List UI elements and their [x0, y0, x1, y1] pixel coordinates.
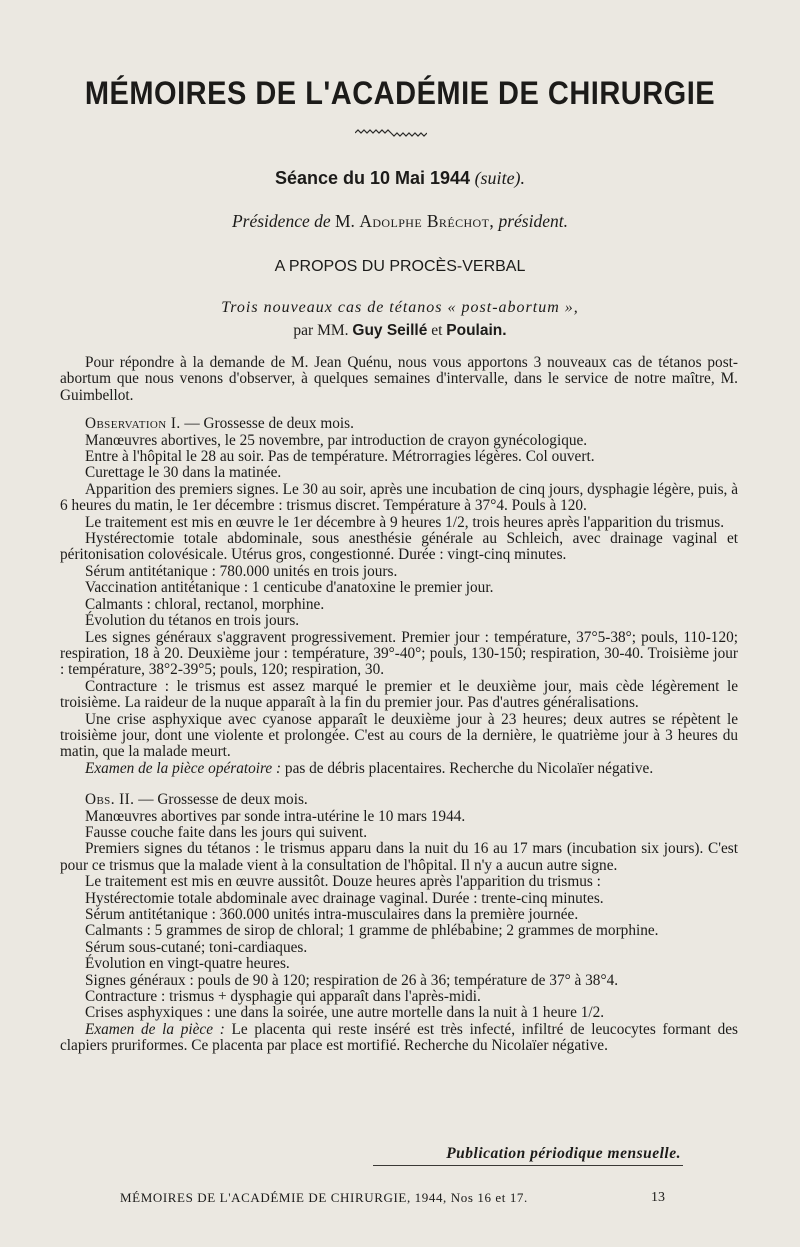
paragraph: Hystérectomie totale abdominale, sous anesthésie générale au Schleich, avec drainage vaginal et péritonisation colovésicale. Utérus gros, congestionné. Durée : vingt-cinq minutes.: [60, 530, 738, 564]
author-1: Guy Seillé: [352, 322, 428, 339]
paragraph: Calmants : 5 grammes de sirop de chloral; 1 gramme de phlébabine; 2 grammes de morphine.: [85, 922, 659, 940]
seance-suite: (suite).: [474, 168, 526, 188]
paragraph: Curettage le 30 dans la matinée.: [85, 464, 282, 482]
observation-label: Obs. II.: [85, 791, 135, 809]
paragraph: Hystérectomie totale abdominale avec drainage vaginal. Durée : trente-cinq minutes.: [85, 889, 604, 907]
observation-1-heading: [60, 416, 738, 432]
paragraph: Manœuvres abortives par sonde intra-utérine le 10 mars 1944.: [85, 807, 466, 825]
authors-line: [0, 322, 800, 340]
page-number: 13: [651, 1190, 665, 1205]
paragraph: Les signes généraux s'aggravent progressivement. Premier jour : température, 37°5-38°; pouls, 110-120; respiration, 18 à 20. Deuxième jour : température, 39°-40°; pouls, 130-150; respiration, 30-40. Troisième jour : température, 38°2-39°5; pouls, 120; respiration, 30.: [60, 628, 738, 679]
paragraph: Sérum antitétanique : 360.000 unités intra-musculaires dans la première journée.: [85, 906, 579, 923]
paragraph: Premiers signes du tétanos : le trismus apparu dans la nuit du 16 au 17 mars (incubation six jours). C'est pour ce trismus que la malade vient à la consultation de l'hôpital. Il n'y a aucun autre signe.: [60, 840, 738, 874]
paragraph: Le traitement est mis en œuvre aussitôt. Douze heures après l'apparition du trismus :: [85, 873, 601, 891]
paragraph: Fausse couche faite dans les jours qui suivent.: [85, 823, 368, 841]
section-heading: A PROPOS DU PROCÈS-VERBAL: [274, 258, 526, 275]
article-title: Trois nouveaux cas de tétanos « post-abortum »,: [221, 299, 579, 316]
paragraph: Contracture : le trismus est assez marqué le premier et le deuxième jour, mais cède légèrement le troisième. La raideur de la nuque apparaît à la fin du premier jour. Pas d'autres généralisations.: [60, 677, 738, 712]
presidence-line: [0, 211, 800, 232]
paragraph: Calmants : chloral, rectanol, morphine.: [85, 595, 325, 613]
presidence-suffix: président.: [498, 211, 568, 231]
exam-label: Examen de la pièce :: [85, 1020, 225, 1038]
paragraph: Contracture : trismus + dysphagie qui apparaît dans l'après-midi.: [85, 988, 481, 1006]
footer-citation: MÉMOIRES DE L'ACADÉMIE DE CHIRURGIE, 1944, Nos 16 et 17.: [120, 1190, 528, 1205]
paragraph: [60, 761, 738, 777]
paragraph: Crises asphyxiques : une dans la soirée, une autre mortelle dans la nuit à 1 heure 1/2.: [85, 1004, 605, 1022]
exam-text: Le placenta qui reste inséré est très infecté, infiltré de leucocytes formant des clapiers pruriformes. Ce placenta par place est mortifié. Recherche du Nicolaïer négative.: [60, 1020, 739, 1055]
paragraph: Évolution du tétanos en trois jours.: [85, 612, 300, 630]
paragraph: Manœuvres abortives, le 25 novembre, par introduction de crayon gynécologique.: [85, 431, 588, 449]
paragraph: Évolution en vingt-quatre heures.: [85, 955, 290, 973]
author-2: Poulain.: [446, 322, 507, 339]
paragraph: Signes généraux : pouls de 90 à 120; respiration de 26 à 36; température de 37° à 38°4.: [85, 971, 619, 989]
paragraph: Apparition des premiers signes. Le 30 au soir, après une incubation de cinq jours, dysphagie légère, puis, à 6 heures du matin, le 1er décembre : trismus discret. Température à 37°4. Pouls à 120.: [60, 480, 738, 515]
paragraph: Vaccination antitétanique : 1 centicube d'anatoxine le premier jour.: [85, 579, 494, 597]
publication-note: Publication périodique mensuelle.: [446, 1145, 681, 1162]
paragraph: [60, 1022, 738, 1055]
ornament-divider: [355, 128, 427, 138]
paragraph: Sérum antitétanique : 780.000 unités en trois jours.: [85, 562, 398, 580]
seance-label: Séance du 10 Mai 1944: [274, 168, 471, 188]
presidence-prefix: Présidence de: [231, 211, 331, 231]
paragraph: Sérum sous-cutané; toni-cardiaques.: [85, 938, 308, 956]
paragraph: Pour répondre à la demande de M. Jean Quénu, nous vous apportons 3 nouveaux cas de tétanos post-abortum que nous venons d'observer, à quelques semaines d'intervalle, dans le service de notre maître, M. Guimbellot.: [60, 354, 738, 404]
observation-label: Observation I.: [85, 415, 181, 433]
observation-2-heading: [60, 792, 738, 808]
paragraph: Le traitement est mis en œuvre le 1er décembre à 9 heures 1/2, trois heures après l'apparition du trismus.: [85, 513, 725, 531]
presidence-m: M.: [335, 211, 355, 231]
observation-text: — Grossesse de deux mois.: [134, 791, 308, 809]
publication-underline: [373, 1165, 683, 1166]
observation-text: — Grossesse de deux mois.: [180, 415, 354, 433]
journal-title: MÉMOIRES DE L'ACADÉMIE DE CHIRURGIE: [84, 76, 716, 112]
exam-label: Examen de la pièce opératoire :: [85, 759, 282, 777]
article-body: [60, 355, 738, 1055]
president-name: Adolphe Bréchot,: [359, 211, 495, 231]
seance-line: [0, 168, 800, 189]
paragraph: Une crise asphyxique avec cyanose apparaît le deuxième jour à 23 heures; deux autres se répètent le troisième jour, dont une violente et prolongée. C'est au cours de la dernière, le quatrième jour à 3 heures du matin, que la malade meurt.: [60, 710, 738, 761]
paragraph: Entre à l'hôpital le 28 au soir. Pas de température. Métrorragies légères. Col ouvert.: [85, 448, 595, 466]
exam-text: pas de débris placentaires. Recherche du Nicolaïer négative.: [281, 759, 654, 777]
authors-and: et: [431, 322, 443, 339]
authors-prefix: par MM.: [293, 322, 349, 339]
